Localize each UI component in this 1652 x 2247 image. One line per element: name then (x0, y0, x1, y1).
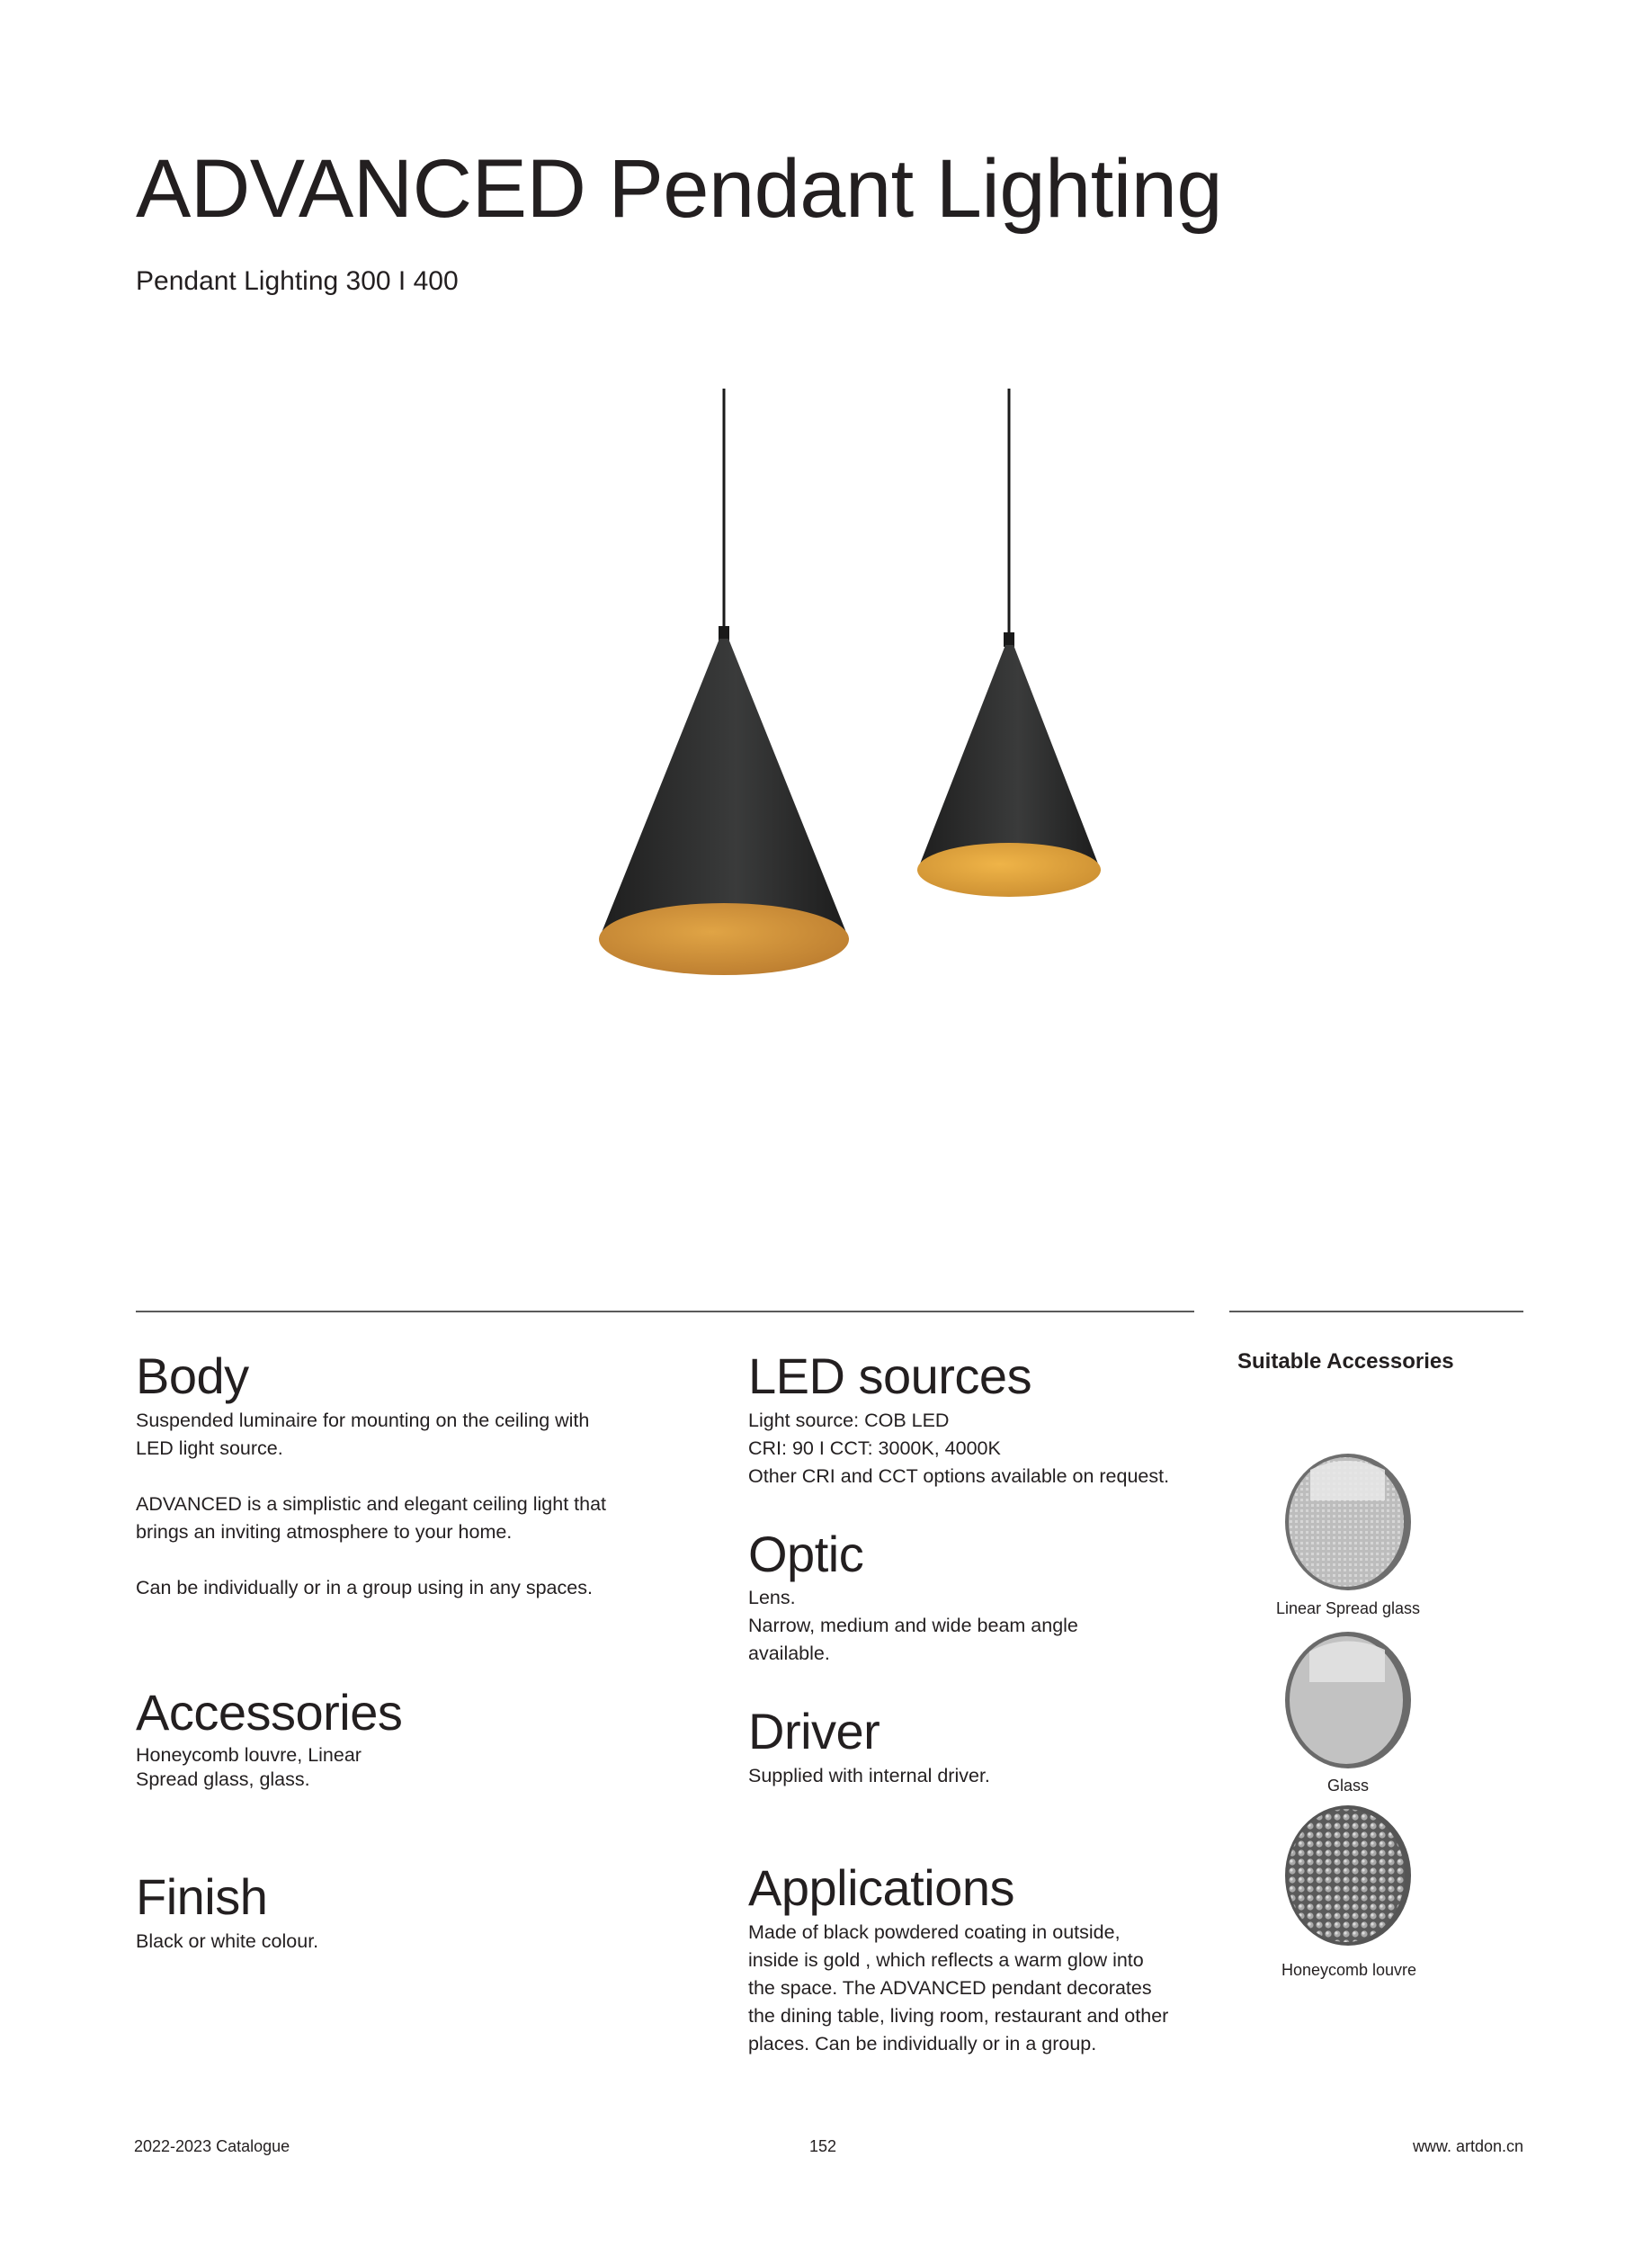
linear-spread-glass-icon (1279, 1450, 1414, 1594)
finish-text: Black or white colour. (136, 1930, 319, 1952)
pendant-lights-image (540, 378, 1169, 1007)
accessory-label-honeycomb-louvre: Honeycomb louvre (1281, 1961, 1417, 1979)
accessory-label-glass: Glass (1326, 1777, 1369, 1795)
optic-heading: Optic (748, 1526, 864, 1582)
suitable-accessories-heading: Suitable Accessories (1237, 1349, 1454, 1374)
applications-heading: Applications (748, 1859, 1014, 1916)
page-subtitle: Pendant Lighting 300 I 400 (136, 266, 459, 296)
accessories-heading: Accessories (136, 1684, 403, 1741)
page-title: ADVANCED Pendant Lighting (136, 143, 1223, 235)
section-divider-main (136, 1311, 1194, 1312)
body-heading: Body (136, 1347, 249, 1404)
pendant-small (917, 389, 1101, 897)
driver-heading: Driver (748, 1703, 880, 1759)
section-divider-accessories (1229, 1311, 1523, 1312)
led-sources-text: Light source: COB LED CRI: 90 I CCT: 3000K, 4000K Other CRI and CCT options available on request. (748, 1410, 1170, 1487)
optic-text: Lens. Narrow, medium and wide beam angle available. (748, 1587, 1078, 1664)
applications-text: Made of black powdered coating in outside, inside is gold , which reflects a warm glow into the space. The ADVANCED pendant decorates the dining table, living room, restaurant and other places. Can be individually or in a group. (748, 1921, 1169, 2055)
driver-text: Supplied with internal driver. (748, 1765, 990, 1786)
pendant-large (599, 389, 849, 975)
accessory-label-linear-spread-glass: Linear Spread glass (1275, 1599, 1421, 1617)
footer-catalogue: 2022-2023 Catalogue (134, 2137, 290, 2155)
accessories-text: Honeycomb louvre, Linear Spread glass, glass. (136, 1744, 362, 1790)
led-sources-heading: LED sources (748, 1347, 1032, 1404)
honeycomb-louvre-icon (1279, 1804, 1414, 1947)
finish-heading: Finish (136, 1868, 268, 1925)
footer-page-number: 152 (809, 2137, 837, 2155)
glass-icon (1279, 1628, 1414, 1772)
body-text: Suspended luminaire for mounting on the ceiling with LED light source. ADVANCED is a simplistic and elegant ceiling light that brings an inviting atmosphere to your home. Can be individually or in a group using in any spaces. (136, 1410, 607, 1598)
footer-website[interactable]: www. artdon.cn (1412, 2137, 1523, 2155)
